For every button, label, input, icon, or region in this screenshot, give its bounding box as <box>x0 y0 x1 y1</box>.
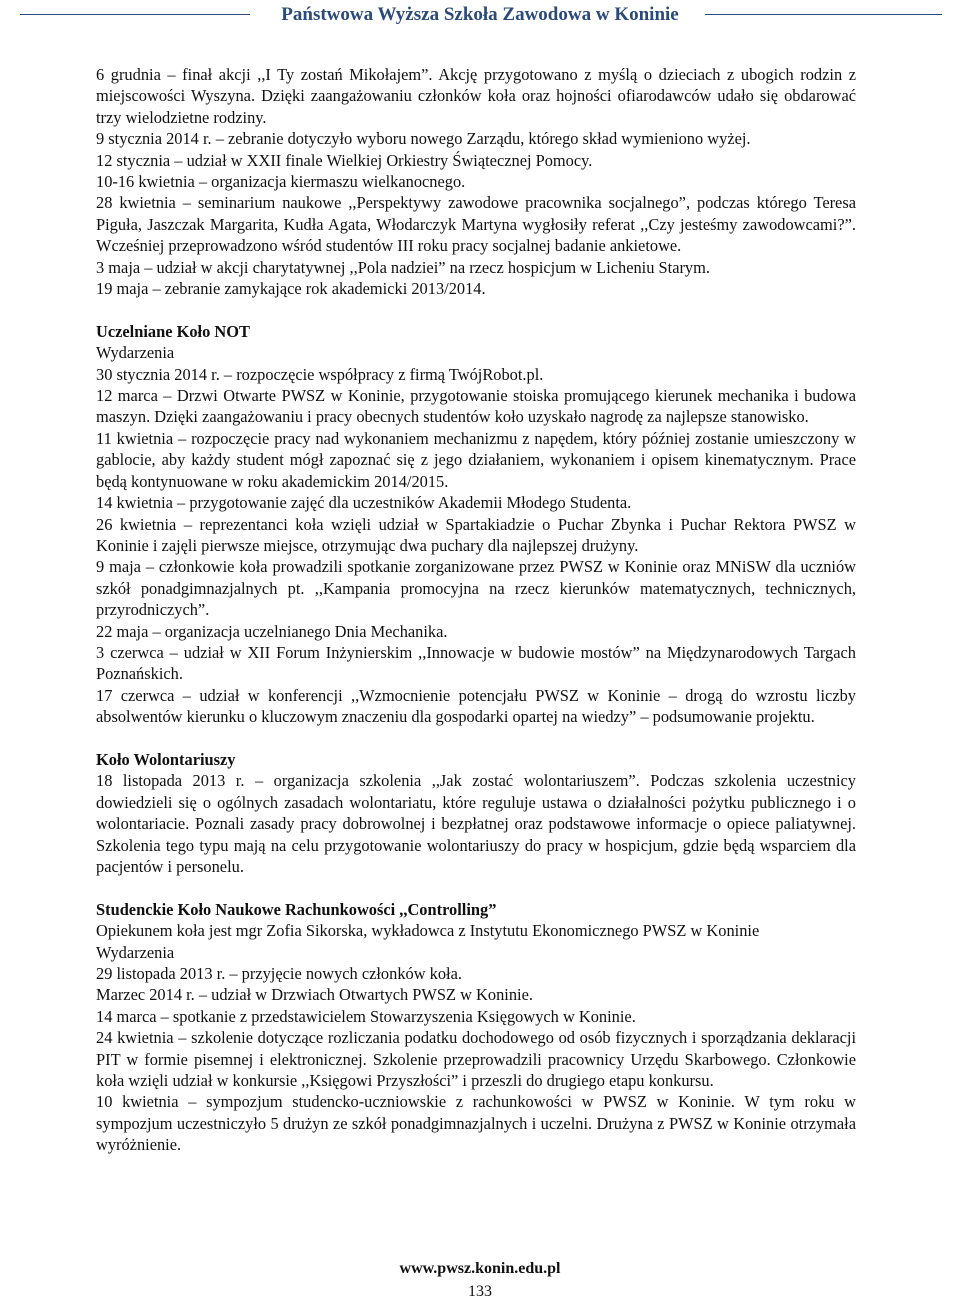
event-entry: 10 kwietnia – sympozjum studencko-uczniowskie z rachunkowości w PWSZ w Koninie. W tym roku w sympozjum uczestniczyło 5 drużyn ze szkół ponadgimnazjalnych i uczelni. Drużyna z PWSZ w Koninie otrzymała wyróżnienie. <box>96 1092 856 1155</box>
event-entry: Marzec 2014 r. – udział w Drzwiach Otwartych PWSZ w Koninie. <box>96 985 533 1005</box>
event-entry: 22 maja – organizacja uczelnianego Dnia Mechanika. <box>96 621 448 641</box>
section-kolo-wolontariuszy <box>96 749 856 877</box>
footer-url: www.pwsz.konin.edu.pl <box>399 1260 561 1277</box>
section-spacer <box>96 299 856 320</box>
section-heading: Koło Wolontariuszy <box>96 749 236 769</box>
event-entry: 14 kwietnia – przygotowanie zajęć dla uczestników Akademii Młodego Studenta. <box>96 493 632 513</box>
section-subheading: Wydarzenia <box>96 942 175 962</box>
event-entry: 11 kwietnia – rozpoczęcie pracy nad wykonaniem mechanizmu z napędem, który później zostanie umieszczony w gablocie, aby każdy student mógł zapoznać się z jego działaniem, wykonaniem i opisem kinematycznym. Prace będą kontynuowane w roku akademickim 2014/2015. <box>96 428 856 491</box>
event-entry: 18 listopada 2013 r. – organizacja szkolenia ,,Jak zostać wolontariuszem”. Podczas szkolenia uczestnicy dowiedzieli się o ogólnych zasadach wolontariatu, które reguluje ustawa o działalności pożytku publicznego i o wolontariacie. Poznali zasady pracy dobrowolnej i bezpłatnej oraz podstawowe informacje o opiece paliatywnej. Szkolenia tego typu mają na celu przygotowanie wolontariuszy do pracy w hospicjum, gdzie będą wsparciem dla pacjentów i personelu. <box>96 771 856 876</box>
event-entry: 9 stycznia 2014 r. – zebranie dotyczyło wyboru nowego Zarządu, którego skład wymieniono wyżej. <box>96 129 751 149</box>
header-title: Państwowa Wyższa Szkoła Zawodowa w Koninie <box>281 4 679 25</box>
section-heading: Uczelniane Koło NOT <box>96 321 250 341</box>
event-entry: 12 stycznia – udział w XXII finale Wielkiej Orkiestry Świątecznej Pomocy. <box>96 150 593 170</box>
page-number: 133 <box>468 1283 492 1300</box>
event-entry: 24 kwietnia – szkolenie dotyczące rozliczania podatku dochodowego od osób fizycznych i sporządzania deklaracji PIT w formie pisemnej i elektronicznej. Szkolenie przeprowadzili pracownicy Urzędu Skarbowego. Członkowie koła wzięli udział w konkursie ,,Księgowi Przyszłości” i przeszli do drugiego etapu konkursu. <box>96 1028 856 1091</box>
section-heading: Studenckie Koło Naukowe Rachunkowości ,,Controlling” <box>96 899 497 919</box>
event-entry: 10-16 kwietnia – organizacja kiermaszu wielkanocnego. <box>96 172 466 192</box>
document-body <box>96 64 856 1156</box>
event-entry: 30 stycznia 2014 r. – rozpoczęcie współpracy z firmą TwójRobot.pl. <box>96 364 544 384</box>
event-entry: 6 grudnia – finał akcji ,,I Ty zostań Mikołajem”. Akcję przygotowano z myślą o dzieciach z ubogich rodzin z miejscowości Wyszyna. Dzięki zaangażowaniu członków koła oraz hojności ofiarodawców udało się obdarować trzy wielodzietne rodziny. <box>96 65 856 127</box>
event-entry: 9 maja – członkowie koła prowadzili spotkanie zorganizowane przez PWSZ w Koninie oraz MNiSW dla uczniów szkół ponadgimnazjalnych pt. ,,Kampania promocyjna na rzecz kierunków matematycznych, technicznych, przyrodniczych”. <box>96 557 856 620</box>
section-subheading: Wydarzenia <box>96 343 175 363</box>
section-spacer <box>96 728 856 749</box>
event-entry: 19 maja – zebranie zamykające rok akademicki 2013/2014. <box>96 279 486 299</box>
section-spacer <box>96 877 856 898</box>
event-entry: 28 kwietnia – seminarium naukowe ,,Perspektywy zawodowe pracownika socjalnego”, podczas którego Teresa Piguła, Jaszczak Margarita, Kudła Agata, Włodarczyk Martyna wygłosiły referat ,,Czy jesteśmy zawodowcami?”. Wcześniej przeprowadzono wśród studentów III roku pracy socjalnej badanie ankietowe. <box>96 193 856 256</box>
section-kolo-not <box>96 321 856 728</box>
event-entry: 14 marca – spotkanie z przedstawicielem Stowarzyszenia Księgowych w Koninie. <box>96 1006 636 1026</box>
event-entry: 26 kwietnia – reprezentanci koła wzięli udział w Spartakiadzie o Puchar Zbynka i Puchar Rektora PWSZ w Koninie i zajęli pierwsze miejsce, otrzymując dwa puchary dla najlepszej drużyny. <box>96 514 856 555</box>
header-rule-right <box>705 14 942 15</box>
event-entry: 29 listopada 2013 r. – przyjęcie nowych członków koła. <box>96 964 462 984</box>
section-kolo-controlling <box>96 899 856 1156</box>
page-header <box>0 0 960 32</box>
event-entry: 3 czerwca – udział w XII Forum Inżynierskim ,,Innowacje w budowie mostów” na Międzynarodowych Targach Poznańskich. <box>96 642 856 684</box>
event-entry: 17 czerwca – udział w konferencji ,,Wzmocnienie potencjału PWSZ w Koninie – drogą do wzrostu liczby absolwentów kierunku o kluczowym znaczeniu dla gospodarki opartej na wiedzy” – podsumowanie projektu. <box>96 685 856 727</box>
event-entry: 12 marca – Drzwi Otwarte PWSZ w Koninie, przygotowanie stoiska promującego kierunek mechanika i budowa maszyn. Dzięki zaangażowaniu i pracy obecnych studentów koło uzyskało nagrodę za najlepsze stanowisko. <box>96 386 856 427</box>
event-entry: 3 maja – udział w akcji charytatywnej ,,Pola nadziei” na rzecz hospicjum w Licheniu Starym. <box>96 257 710 277</box>
section-intro: Opiekunem koła jest mgr Zofia Sikorska, wykładowca z Instytutu Ekonomicznego PWSZ w Koninie <box>96 921 760 941</box>
section-events-continued <box>96 64 856 299</box>
